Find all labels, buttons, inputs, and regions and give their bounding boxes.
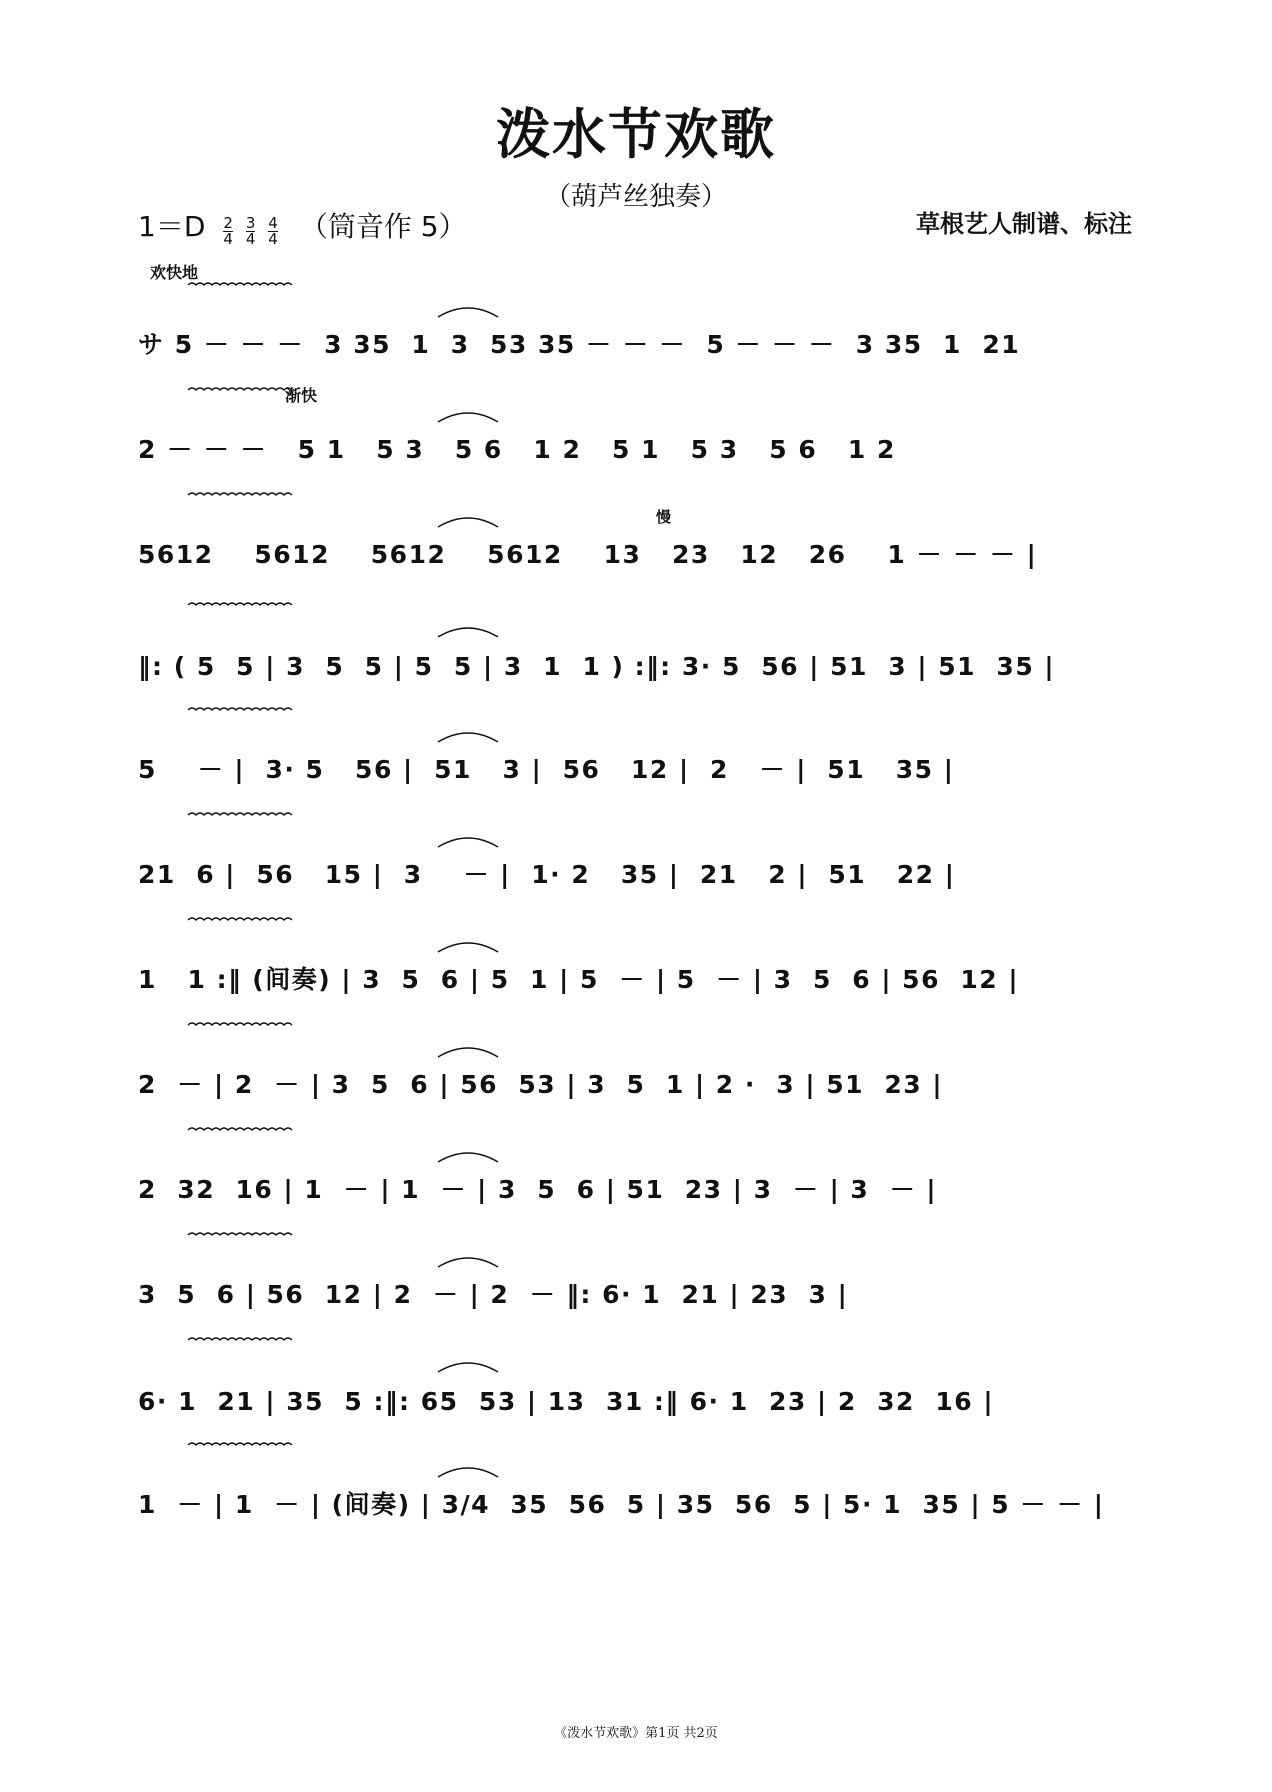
time-signature: $\frac{4}{4}$ bbox=[268, 214, 278, 248]
notation-text: サ 5 － － － 3 35 1 3 53 35 － － － 5 － － － 3 35 1 21 bbox=[138, 330, 1021, 359]
notation-row bbox=[138, 890, 1134, 1010]
key-signature-block bbox=[138, 202, 467, 247]
notation-row bbox=[138, 465, 1134, 585]
notation-text: 5612 5612 5612 5612 13 23 12 26 1 － － － | bbox=[138, 540, 1038, 569]
notation-row bbox=[138, 1100, 1134, 1220]
time-signature: $\frac{3}{4}$ bbox=[245, 214, 256, 248]
notation-text: 21 6 | 56 15 | 3 － | 1· 2 35 | 21 2 | 51 22 | bbox=[138, 860, 956, 889]
page-footer: 《泼水节欢歌》第1页 共2页 bbox=[554, 1726, 718, 1741]
tube-note: （筒音作 5） bbox=[299, 209, 467, 243]
notation-row bbox=[138, 680, 1134, 800]
notation-row bbox=[138, 1415, 1134, 1535]
notation-row bbox=[138, 575, 1134, 695]
notation-row bbox=[138, 1205, 1134, 1325]
tempo-mark-slow: 慢 bbox=[656, 508, 672, 526]
notation-row bbox=[138, 360, 1134, 480]
notation-text: ‖: ( 5 5 | 3 5 5 | 5 5 | 3 1 1 ) :‖: 3· 5 56 | 51 3 | 51 35 | bbox=[138, 652, 1056, 681]
page-subtitle: （葫芦丝独奏） bbox=[544, 182, 727, 212]
notation-text: 1 1 :‖ (间奏) | 3 5 6 | 5 1 | 5 － | 5 － | 3 5 6 | 56 12 | bbox=[138, 965, 1020, 994]
notation-text: 2 32 16 | 1 － | 1 － | 3 5 6 | 51 23 | 3 － | 3 － | bbox=[138, 1175, 938, 1204]
page-title: 泼水节欢歌 bbox=[496, 102, 776, 166]
notation-row bbox=[138, 785, 1134, 905]
tempo-mark-accel: 渐快 bbox=[285, 386, 318, 405]
time-signatures bbox=[223, 202, 281, 247]
notation-text: 5 － | 3· 5 56 | 51 3 | 56 12 | 2 － | 51 35 | bbox=[138, 755, 955, 784]
notation-row bbox=[138, 995, 1134, 1115]
notation-text: 2 － － － 5 1 5 3 5 6 1 2 5 1 5 3 5 6 1 2 bbox=[138, 435, 896, 464]
notation-text: 6· 1 21 | 35 5 :‖: 65 53 | 13 31 :‖ 6· 1 23 | 2 32 16 | bbox=[138, 1387, 994, 1416]
time-signature: $\frac{2}{4}$ bbox=[223, 214, 233, 248]
notation-row bbox=[138, 255, 1134, 375]
notation-text: 2 － | 2 － | 3 5 6 | 56 53 | 3 5 1 | 2 · 3 | 51 23 | bbox=[138, 1070, 944, 1099]
notation-text: 3 5 6 | 56 12 | 2 － | 2 － ‖: 6· 1 21 | 23 3 | bbox=[138, 1280, 849, 1309]
arranger-credit: 草根艺人制谱、标注 bbox=[916, 209, 1132, 238]
notation-row bbox=[138, 1310, 1134, 1430]
tempo-mark-start: 欢快地 bbox=[150, 263, 199, 282]
notation-text: 1 － | 1 － | (间奏) | 3/4 35 56 5 | 35 56 5 | 5· 1 35 | 5 － － | bbox=[138, 1490, 1105, 1519]
key-label: 1＝D bbox=[138, 209, 206, 243]
